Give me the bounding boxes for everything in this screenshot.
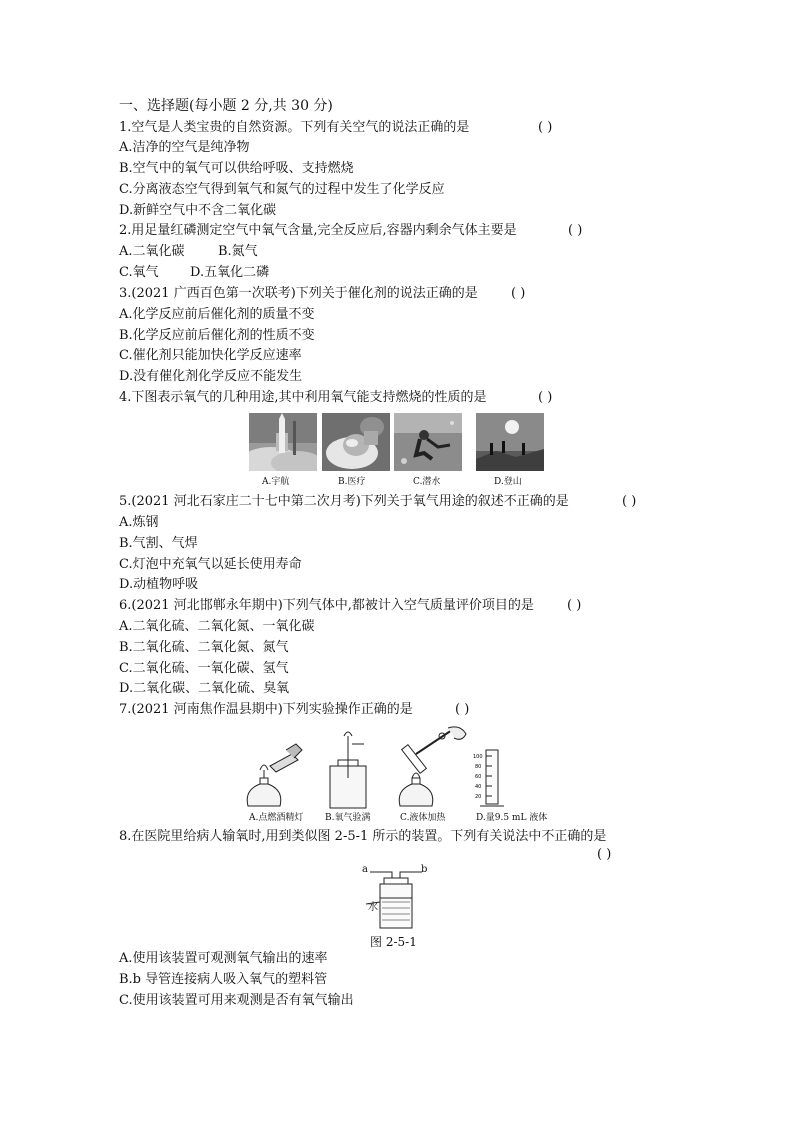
question-2-stem: 2.用足量红磷测定空气中氧气含量,完全反应后,容器内剩余气体主要是 <box>119 223 517 238</box>
q7-caption-b: B.氧气验满 <box>325 813 371 823</box>
question-7-stem: 7.(2021 河南焦作温县期中)下列实验操作正确的是 <box>119 702 413 717</box>
tube-label-b: b <box>421 864 428 875</box>
q6-option-b: B.二氧化硫、二氧化氮、氮气 <box>119 640 289 655</box>
figure-label: 图 2-5-1 <box>370 935 417 949</box>
question-5-stem: 5.(2021 河北石家庄二十七中第二次月考)下列关于氧气用途的叙述不正确的是 <box>119 494 569 509</box>
q3-option-c: C.催化剂只能加快化学反应速率 <box>119 348 302 363</box>
question-1-answer-paren: ( ) <box>538 120 553 135</box>
q8-option-b: B.b 导管连接病人吸入氧气的塑料管 <box>119 972 328 987</box>
q5-option-d: D.动植物呼吸 <box>119 577 199 592</box>
q2-option-a: A.二氧化碳 <box>119 244 185 259</box>
q4-caption-a: A.宇航 <box>262 477 290 487</box>
q5-option-a: A.炼钢 <box>119 515 159 530</box>
q4-caption-c: C.潜水 <box>413 477 441 487</box>
tube-label-a: a <box>362 864 368 875</box>
q1-option-b: B.空气中的氧气可以供给呼吸、支持燃烧 <box>119 161 354 176</box>
question-3-stem: 3.(2021 广西百色第一次联考)下列关于催化剂的说法正确的是 <box>119 286 478 301</box>
q1-option-d: D.新鲜空气中不含二氧化碳 <box>119 203 277 218</box>
alcohol-lamp-lighting-drawing <box>247 744 302 806</box>
q5-option-c: C.灯泡中充氧气以延长使用寿命 <box>119 557 302 572</box>
q7-caption-c: C.液体加热 <box>400 813 446 823</box>
q6-option-d: D.二氧化碳、二氧化硫、臭氧 <box>119 681 290 696</box>
q1-option-c: C.分离液态空气得到氧气和氮气的过程中发生了化学反应 <box>119 182 445 197</box>
question-8-stem: 8.在医院里给病人输氧时,用到类似图 2-5-1 所示的装置。下列有关说法中不正确的是 <box>119 829 607 844</box>
oxygen-check-drawing <box>330 732 366 808</box>
q1-option-a: A.洁净的空气是纯净物 <box>119 140 250 155</box>
q6-option-a: A.二氧化硫、二氧化氮、一氧化碳 <box>119 619 315 634</box>
question-6-answer-paren: ( ) <box>567 598 582 613</box>
q2-option-d: D.五氧化二磷 <box>190 265 270 280</box>
cylinder-tick-label: 100 <box>473 754 483 760</box>
water-label: 水 <box>368 902 378 913</box>
question-2-answer-paren: ( ) <box>568 223 583 238</box>
diving-photo <box>394 413 462 471</box>
spaceflight-photo <box>249 413 317 471</box>
question-6-stem: 6.(2021 河北邯郸永年期中)下列气体中,都被计入空气质量评价项目的是 <box>119 598 534 613</box>
mountain-climbing-photo <box>476 413 544 471</box>
q5-option-b: B.气割、气焊 <box>119 536 198 551</box>
q3-option-a: A.化学反应前后催化剂的质量不变 <box>119 307 315 322</box>
question-7-answer-paren: ( ) <box>455 702 470 717</box>
question-1-text: 1.空气是人类宝贵的自然资源。下列有关空气的说法正确的是 <box>119 120 470 135</box>
medical-photo <box>322 413 390 471</box>
lab-operations-figure <box>240 726 560 810</box>
cylinder-tick-label: 80 <box>475 764 482 770</box>
q7-caption-d: D.量9.5 mL 液体 <box>476 813 548 823</box>
question-5-answer-paren: ( ) <box>622 494 637 509</box>
q6-option-c: C.二氧化硫、一氧化碳、氢气 <box>119 661 289 676</box>
cylinder-tick-label: 60 <box>475 774 482 780</box>
q2-option-c: C.氧气 <box>119 265 159 280</box>
cylinder-tick-label: 40 <box>475 784 482 790</box>
q4-caption-d: D.登山 <box>494 477 522 487</box>
q2-option-b: B.氮气 <box>218 244 258 259</box>
q3-option-d: D.没有催化剂化学反应不能发生 <box>119 369 303 384</box>
question-4-answer-paren: ( ) <box>538 390 553 405</box>
q3-option-b: B.化学反应前后催化剂的性质不变 <box>119 328 315 343</box>
section-title: 一、选择题(每小题 2 分,共 30 分) <box>119 98 333 114</box>
q8-option-a: A.使用该装置可观测氧气输出的速率 <box>119 951 328 966</box>
cylinder-tick-label: 20 <box>475 794 482 800</box>
question-1-stem <box>119 119 469 137</box>
question-8-answer-paren: ( ) <box>597 847 612 862</box>
measuring-cylinder-drawing <box>480 750 504 806</box>
question-4-stem: 4.下图表示氧气的几种用途,其中利用氧气能支持燃烧的性质的是 <box>119 390 487 405</box>
q8-option-c: C.使用该装置可用来观测是否有氧气输出 <box>119 993 354 1008</box>
liquid-heating-drawing <box>399 727 466 806</box>
q7-caption-a: A.点燃酒精灯 <box>249 813 304 823</box>
question-3-answer-paren: ( ) <box>511 286 526 301</box>
q4-caption-b: B.医疗 <box>338 477 366 487</box>
